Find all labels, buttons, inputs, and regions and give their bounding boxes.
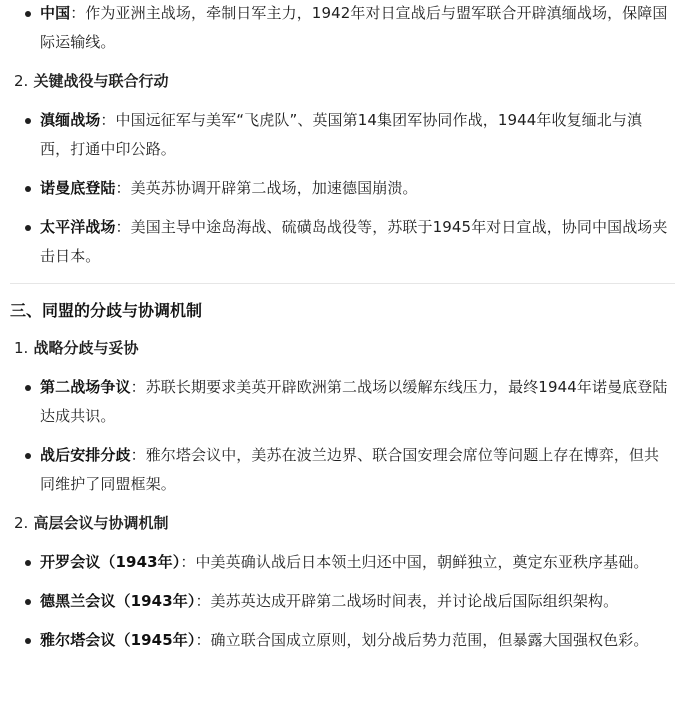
- numbered-heading: [0, 67, 687, 96]
- section-divider: [10, 283, 675, 284]
- list-item-term: 雅尔塔会议（1945年）: [40, 631, 196, 649]
- list-item-text: ：美英苏协调开辟第二战场，加速德国崩溃。: [115, 179, 418, 197]
- list-item: [0, 587, 687, 616]
- bullet-icon: [25, 118, 31, 124]
- numbered-heading-number: 2.: [14, 72, 29, 90]
- bullet-icon: [25, 453, 31, 459]
- list-item-text: ：确立联合国成立原则，划分战后势力范围，但暴露大国强权色彩。: [195, 631, 649, 649]
- list-item-text: ：雅尔塔会议中，美苏在波兰边界、联合国安理会席位等问题上存在博弈，但共同维护了同盟框架。: [40, 446, 660, 493]
- list-item: [0, 174, 687, 203]
- list-item: [0, 626, 687, 655]
- numbered-heading-title: 战略分歧与妥协: [33, 339, 139, 357]
- numbered-heading-title: 关键战役与联合行动: [33, 72, 169, 90]
- list-item-term: 战后安排分歧: [40, 446, 131, 464]
- list-item-term: 诺曼底登陆: [40, 179, 116, 197]
- list-item-text: ：美国主导中途岛海战、硫磺岛战役等，苏联于1945年对日宣战，协同中国战场夹击日本。: [40, 218, 668, 265]
- numbered-heading-title: 高层会议与协调机制: [33, 514, 169, 532]
- bullet-icon: [25, 385, 31, 391]
- list-item-term: 开罗会议（1943年）: [40, 553, 181, 571]
- list-item-text: ：中美英确认战后日本领土归还中国，朝鲜独立，奠定东亚秩序基础。: [180, 553, 649, 571]
- list-item-term: 德黑兰会议（1943年）: [40, 592, 196, 610]
- list-item: [0, 441, 687, 499]
- list-item-text: ：美苏英达成开辟第二战场时间表，并讨论战后国际组织架构。: [195, 592, 619, 610]
- list-item: [0, 106, 687, 164]
- list-item: [0, 0, 687, 57]
- section-title: 三、同盟的分歧与协调机制: [10, 301, 203, 320]
- list-item: [0, 373, 687, 431]
- list-item: [0, 213, 687, 271]
- numbered-heading: [0, 334, 687, 363]
- bullet-icon: [25, 560, 31, 566]
- list-item-text: ：中国远征军与美军“飞虎队”、英国第14集团军协同作战，1944年收复缅北与滇西，打通中印公路。: [40, 111, 643, 158]
- list-item-term: 太平洋战场: [40, 218, 116, 236]
- list-item-text: ：作为亚洲主战场，牵制日军主力，1942年对日宣战后与盟军联合开辟滇缅战场，保障国际运输线。: [40, 4, 668, 51]
- bullet-icon: [25, 638, 31, 644]
- bullet-icon: [25, 11, 31, 17]
- numbered-heading: [0, 509, 687, 538]
- bullet-icon: [25, 186, 31, 192]
- list-item-term: 第二战场争议: [40, 378, 131, 396]
- list-item-term: 中国: [40, 4, 71, 22]
- list-item-text: ：苏联长期要求美英开辟欧洲第二战场以缓解东线压力，最终1944年诺曼底登陆达成共识。: [40, 378, 668, 425]
- bullet-icon: [25, 599, 31, 605]
- list-item: [0, 548, 687, 577]
- list-item-term: 滇缅战场: [40, 111, 101, 129]
- numbered-heading-number: 2.: [14, 514, 29, 532]
- numbered-heading-number: 1.: [14, 339, 29, 357]
- bullet-icon: [25, 225, 31, 231]
